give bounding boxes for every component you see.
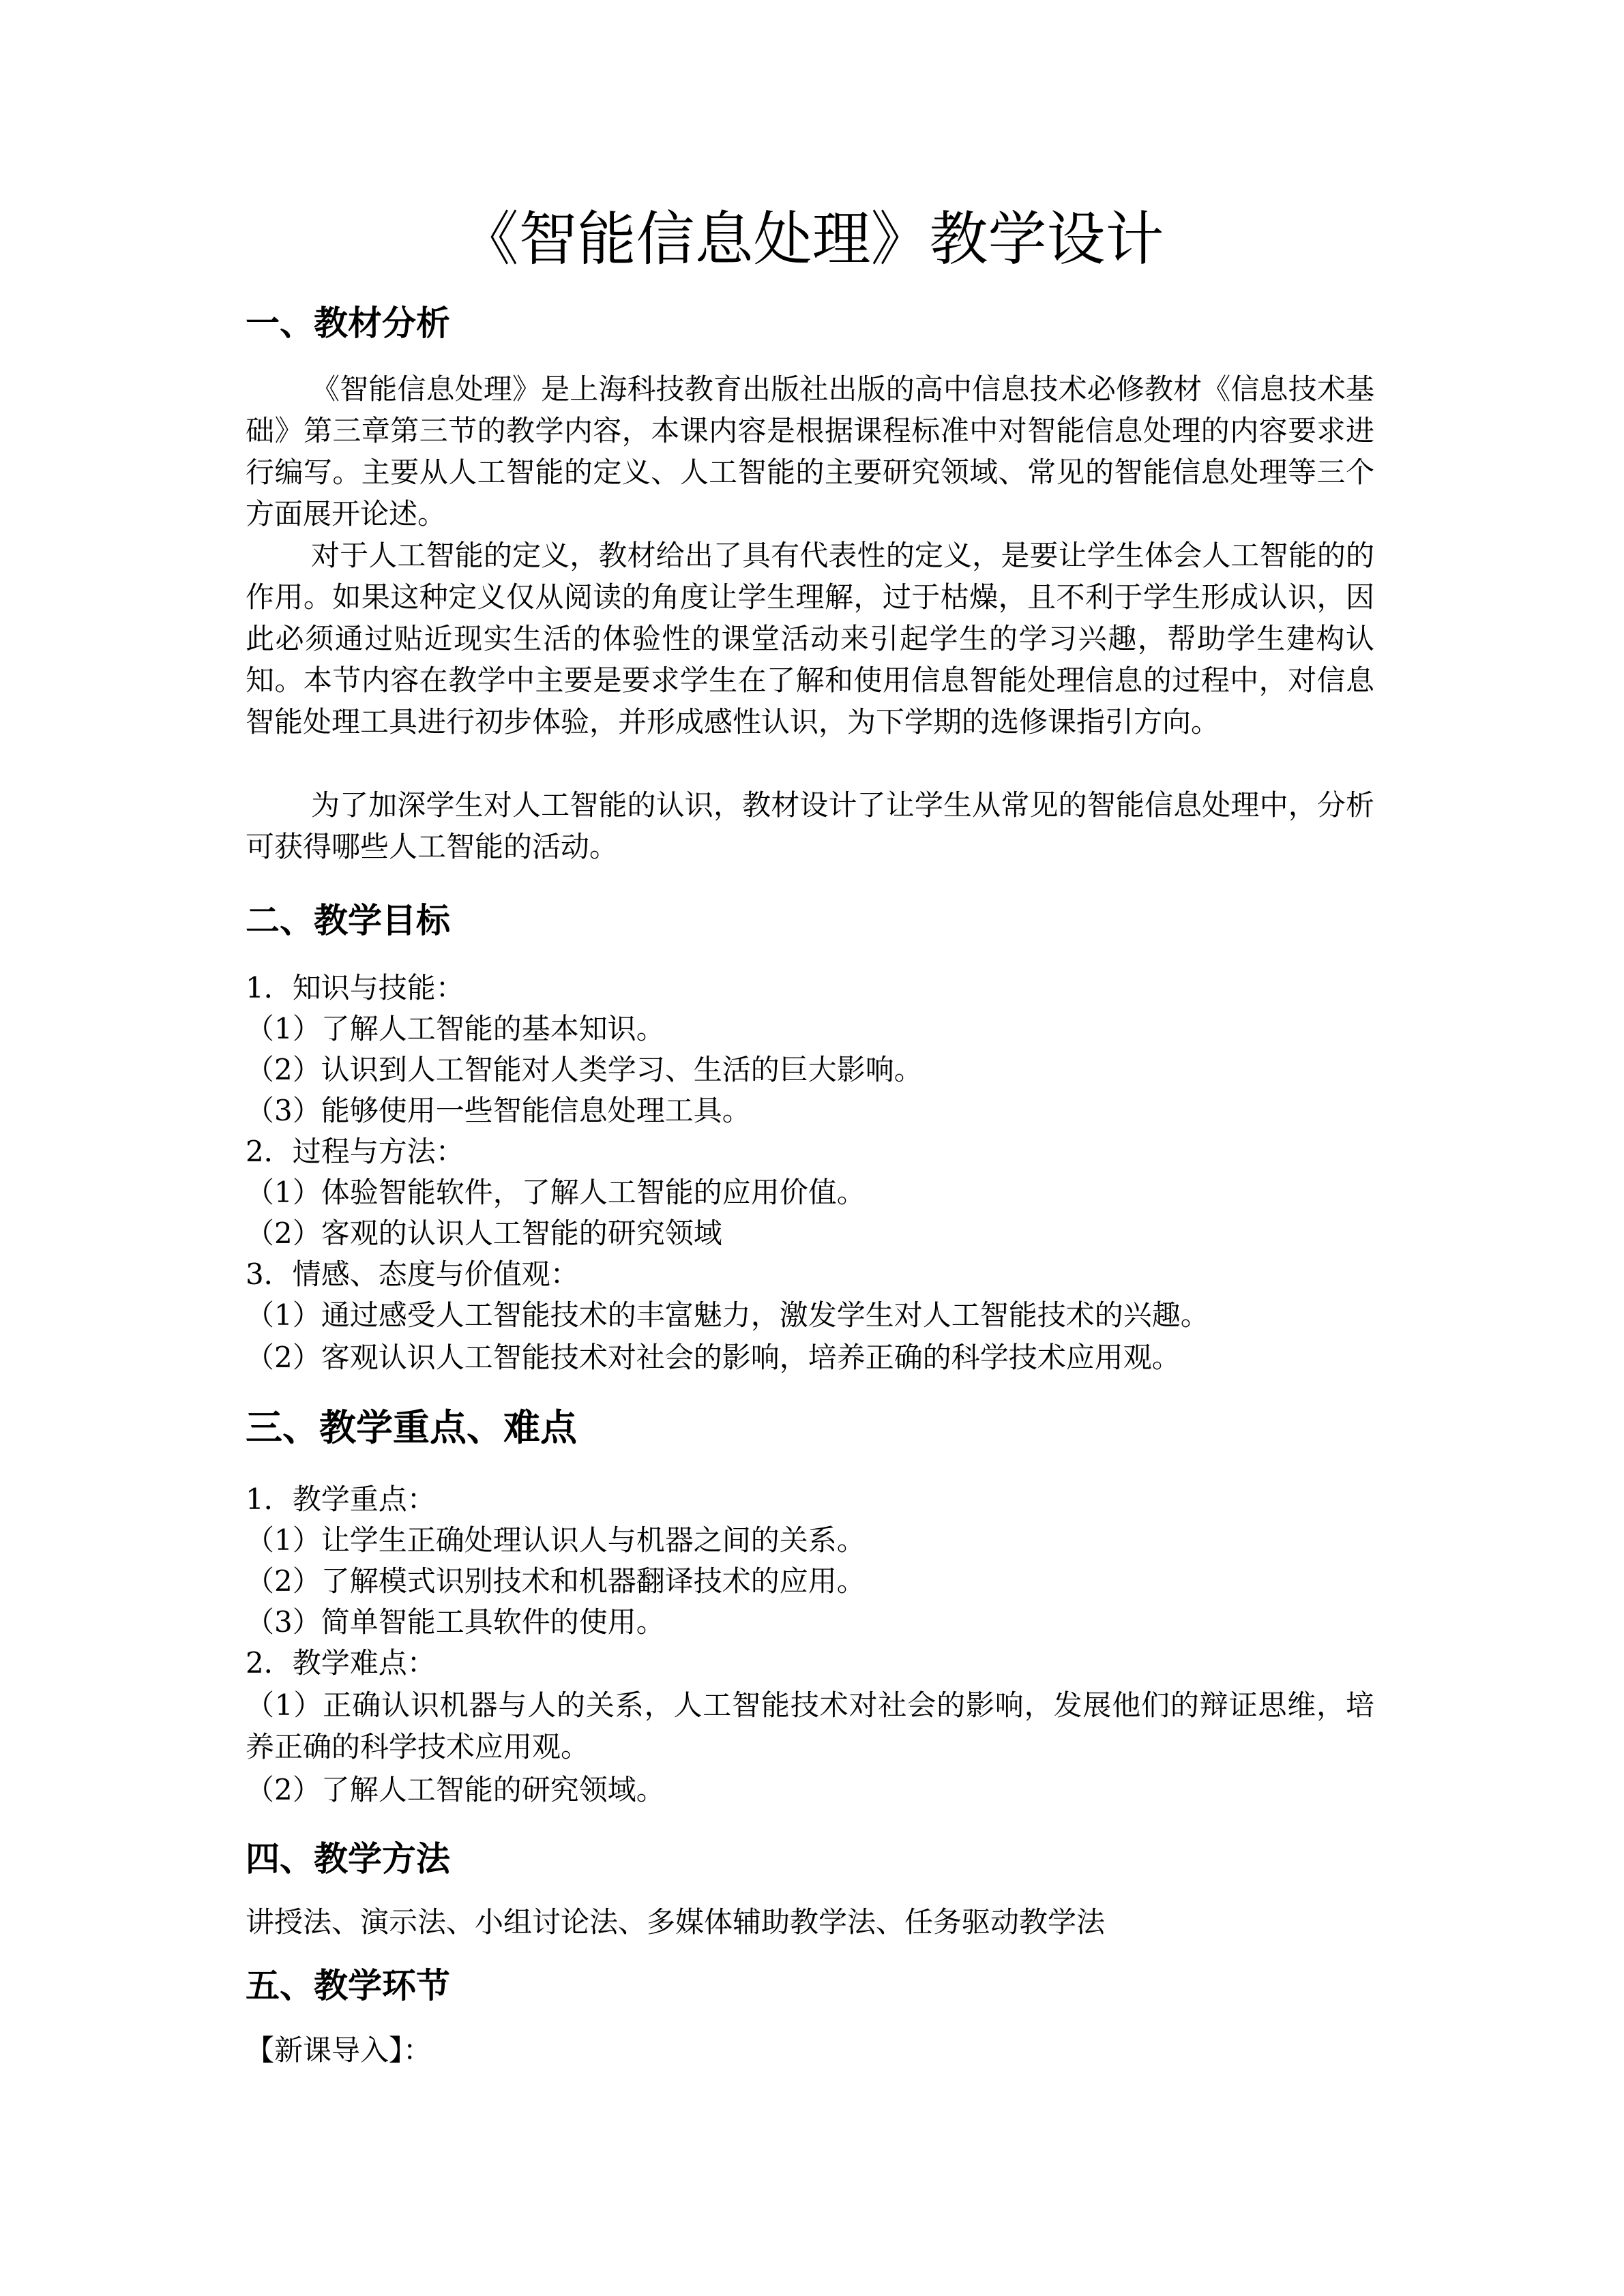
section-heading-textbook-analysis: 一、教材分析 [246, 303, 450, 343]
list-item: （1）通过感受人工智能技术的丰富魅力，激发学生对人工智能技术的兴趣。 [246, 1298, 1209, 1332]
list-item: 1．知识与技能： [246, 971, 464, 1004]
list-item: （3）能够使用一些智能信息处理工具。 [246, 1094, 751, 1127]
section-heading-teaching-objectives: 二、教学目标 [246, 901, 450, 940]
list-item: 3．情感、态度与价值观： [246, 1257, 579, 1291]
list-item: （2）客观的认识人工智能的研究领域 [246, 1217, 722, 1250]
section-heading-teaching-process: 五、教学环节 [246, 1966, 450, 2006]
list-item: 2．过程与方法： [246, 1135, 464, 1168]
list-item: （1）了解人工智能的基本知识。 [246, 1012, 665, 1045]
list-item: （2）了解人工智能的研究领域。 [246, 1773, 665, 1806]
list-item: （3）简单智能工具软件的使用。 [246, 1605, 665, 1639]
list-item: 2．教学难点： [246, 1646, 436, 1680]
section-heading-key-points: 三、教学重点、难点 [246, 1406, 577, 1449]
paragraph: 对于人工智能的定义，教材给出了具有代表性的定义，是要让学生体会人工智能的的作用。如果这种定义仅从阅读的角度让学生理解，过于枯燥，且不利于学生形成认识，因此必须通过贴近现实生活的体验性的课堂活动来引起学生的学习兴趣，帮助学生建构认知。本节内容在教学中主要是要求学生在了解和使用信息智能处理信息的过程中，对信息智能处理工具进行初步体验，并形成感性认识，为下学期的选修课指引方向。 [246, 539, 1374, 739]
list-item: 1．教学重点： [246, 1482, 436, 1516]
paragraph: 为了加深学生对人工智能的认识，教材设计了让学生从常见的智能信息处理中，分析可获得哪些人工智能的活动。 [246, 788, 1374, 863]
list-item: （1）让学生正确处理认识人与机器之间的关系。 [246, 1523, 866, 1557]
list-item: （2）客观认识人工智能技术对社会的影响，培养正确的科学技术应用观。 [246, 1341, 1181, 1374]
list-item: （1）正确认识机器与人的关系，人工智能技术对社会的影响，发展他们的辩证思维，培养正确的科学技术应用观。 [246, 1688, 1374, 1763]
methods-text: 讲授法、演示法、小组讨论法、多媒体辅助教学法、任务驱动教学法 [246, 1905, 1106, 1939]
section-heading-teaching-methods: 四、教学方法 [246, 1839, 450, 1879]
list-item: （2）认识到人工智能对人类学习、生活的巨大影响。 [246, 1053, 923, 1086]
list-item: （2）了解模式识别技术和机器翻译技术的应用。 [246, 1564, 866, 1598]
list-item: （1）体验智能软件，了解人工智能的应用价值。 [246, 1176, 866, 1209]
subsection-label: 【新课导入】： [246, 2033, 432, 2067]
document-title: 《智能信息处理》教学设计 [460, 205, 1164, 273]
paragraph: 《智能信息处理》是上海科技教育出版社出版的高中信息技术必修教材《信息技术基础》第三章第三节的教学内容，本课内容是根据课程标准中对智能信息处理的内容要求进行编写。主要从人工智能的定义、人工智能的主要研究领域、常见的智能信息处理等三个方面展开论述。 [246, 372, 1374, 531]
